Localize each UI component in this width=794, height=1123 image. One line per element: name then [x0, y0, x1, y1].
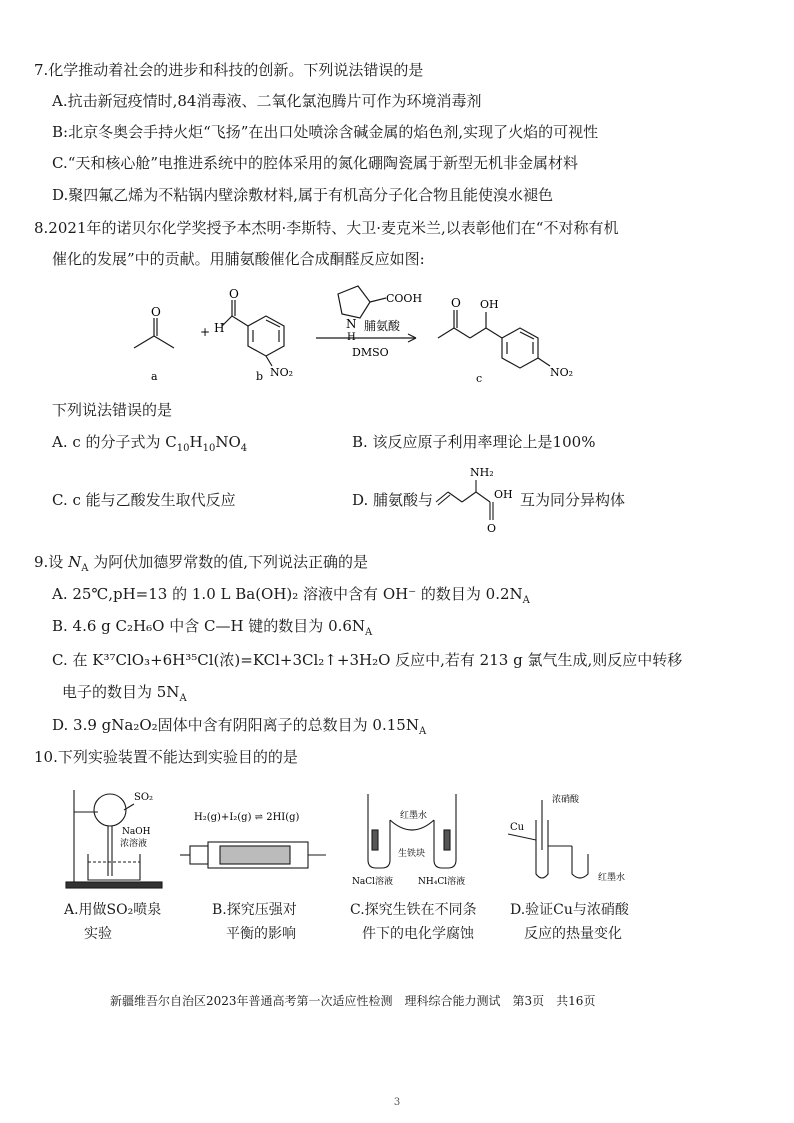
q9-option-a: A. 25℃,pH=13 的 1.0 L Ba(OH)₂ 溶液中含有 OH⁻ 的数目为 $0.2N_A$	[52, 585, 530, 606]
apparatus-b-syringe	[180, 800, 330, 890]
q9-option-c-line1: C. 在 K³⁷ClO₃+6H³⁵Cl(浓)=KCl+3Cl₂↑+3H₂O 反应中,若有 213 g 氯气生成,则反应中转移	[52, 651, 683, 669]
plus-sign: +	[200, 325, 211, 339]
caption-d-line2: 反应的热量变化	[524, 926, 622, 942]
q8-option-d-text-post: 互为同分异构体	[520, 491, 626, 509]
c-water-label: 红墨水	[400, 811, 428, 821]
caption-a-line1: A.用做SO₂喷泉	[64, 902, 162, 918]
product-oxygen-label: O	[451, 296, 461, 310]
label-b: b	[256, 370, 264, 383]
q8-option-b: B. 该反应原子利用率理论上是100%	[352, 433, 596, 451]
c-nacl-label: NaCl溶液	[352, 877, 394, 887]
label-c: c	[476, 372, 483, 385]
caption-d-line1: D.验证Cu与浓硝酸	[510, 902, 629, 918]
aldehyde-h-label: H	[214, 321, 225, 335]
proline-h-label: H	[347, 332, 356, 343]
a-so2-label: SO₂	[134, 792, 154, 803]
reaction-scheme	[120, 280, 600, 390]
apparatus-c-utube	[352, 780, 472, 890]
q7-option-a: A.抗击新冠疫情时,84消毒液、二氧化氯泡腾片可作为环境消毒剂	[52, 92, 482, 110]
proline-cooh-label: COOH	[386, 292, 423, 305]
d-nh2-label: NH₂	[470, 466, 494, 479]
q9-option-c-line2: 电子的数目为 $5N_A$	[62, 683, 187, 704]
product-oh-label: OH	[480, 298, 499, 311]
apparatus-d-tube	[508, 790, 648, 890]
q9-stem: 9.设 $N_A$ 为阿伏加德罗常数的值,下列说法正确的是	[34, 553, 368, 574]
d-o-label: O	[487, 522, 497, 535]
d-acid-label: 浓硝酸	[552, 795, 580, 805]
q8-option-c: C. c 能与乙酸发生取代反应	[52, 491, 236, 509]
q8-ask: 下列说法错误的是	[52, 401, 173, 419]
q7-stem: 7.化学推动着社会的进步和科技的创新。下列说法错误的是	[34, 61, 424, 79]
page-footer: 新疆维吾尔自治区2023年普通高考第一次适应性检测 理科综合能力测试 第3页 共16页	[110, 994, 596, 1008]
d-water-label: 红墨水	[598, 873, 626, 883]
c-iron-label: 生铁块	[398, 849, 426, 859]
q8-option-d-structure	[432, 462, 518, 542]
caption-b-line1: B.探究压强对	[212, 902, 297, 918]
solvent-label: DMSO	[352, 346, 389, 359]
q7-option-c: C.“天和核心舱”电推进系统中的腔体采用的氮化硼陶瓷属于新型无机非金属材料	[52, 154, 579, 172]
nitro-label-c: NO₂	[550, 366, 574, 379]
apparatus-a-fountain	[64, 780, 174, 892]
q8-option-d-text-pre: D. 脯氨酸与	[352, 491, 434, 509]
nitro-label-b: NO₂	[270, 366, 294, 379]
a-naoh-label: NaOH	[122, 827, 151, 837]
q9-option-d: D. 3.9 gNa₂O₂固体中含有阴阳离子的总数目为 $0.15N_A$	[52, 716, 427, 737]
d-oh-label: OH	[494, 488, 513, 501]
label-a: a	[151, 370, 158, 383]
caption-c-line2: 件下的电化学腐蚀	[362, 926, 474, 942]
c-nh4cl-label: NH₄Cl溶液	[418, 877, 466, 887]
caption-c-line1: C.探究生铁在不同条	[350, 902, 477, 918]
catalyst-label: 脯氨酸	[364, 319, 401, 333]
q8-option-a: A. c 的分子式为 $C_{10}H_{10}NO_4$	[52, 433, 248, 454]
q8-stem-line2: 催化的发展”中的贡献。用脯氨酸催化合成酮醛反应如图:	[52, 250, 425, 268]
q9-option-b: B. 4.6 g C₂H₆O 中含 C—H 键的数目为 $0.6N_A$	[52, 617, 373, 638]
proline-n-label: N	[346, 317, 357, 331]
acetone-oxygen-label: O	[151, 305, 161, 319]
b-equation-label: H₂(g)+I₂(g) ⇌ 2HI(g)	[194, 812, 300, 823]
q7-option-b: B:北京冬奥会手持火炬“飞扬”在出口处喷涂含碱金属的焰色剂,实现了火焰的可视性	[52, 123, 599, 141]
aldehyde-oxygen-label: O	[229, 287, 239, 301]
page-number: 3	[393, 1097, 401, 1108]
q10-stem: 10.下列实验装置不能达到实验目的的是	[34, 748, 298, 766]
caption-b-line2: 平衡的影响	[226, 926, 296, 942]
q8-stem-line1: 8.2021年的诺贝尔化学奖授予本杰明·李斯特、大卫·麦克米兰,以表彰他们在“不对称有机	[34, 219, 619, 237]
caption-a-line2: 实验	[84, 926, 112, 942]
a-naoh-solution-label: 浓溶液	[120, 839, 148, 849]
d-cu-label: Cu	[510, 822, 525, 833]
q7-option-d: D.聚四氟乙烯为不粘锅内壁涂敷材料,属于有机高分子化合物且能使溴水褪色	[52, 186, 554, 204]
